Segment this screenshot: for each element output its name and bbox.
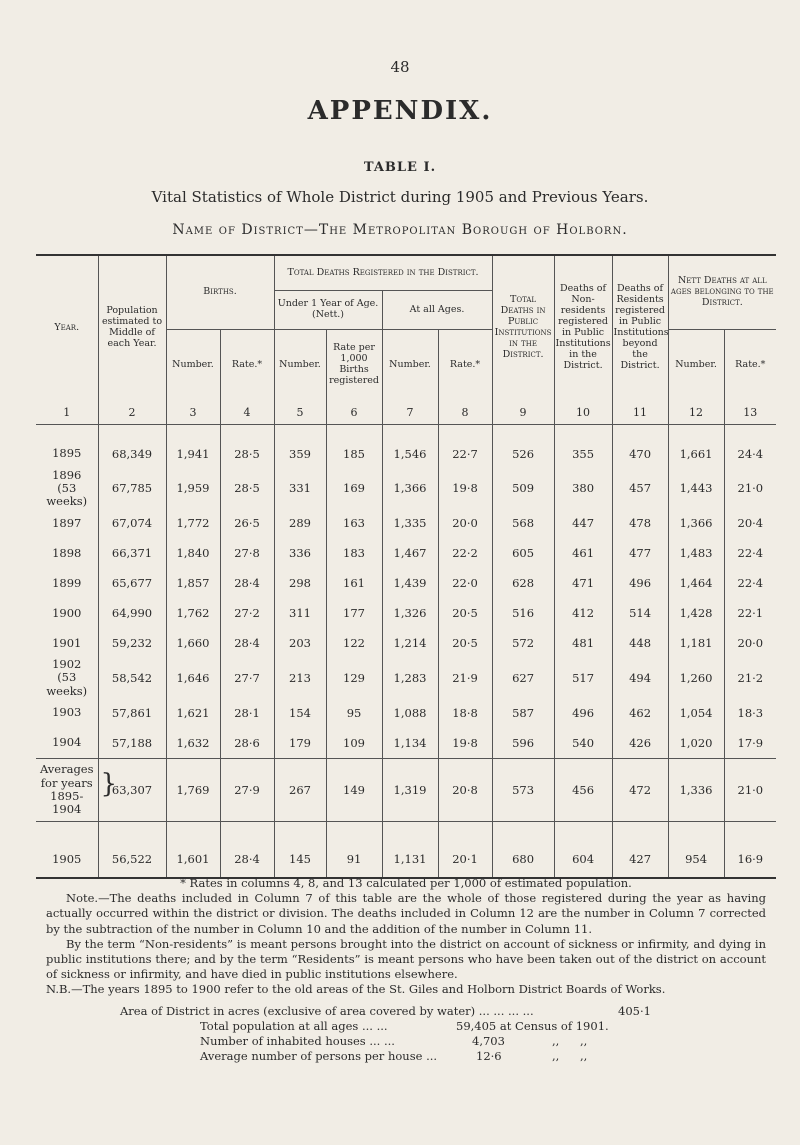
cell: 145 (274, 841, 326, 878)
area-label: Area of District in acres (exclusive of area covered by water) ... ... ... ... (120, 1004, 534, 1018)
header-all-ages: At all Ages. (382, 291, 492, 330)
cell: 1,054 (668, 698, 724, 728)
cell: 67,074 (98, 508, 166, 538)
cell: 129 (326, 658, 382, 698)
column-number: 4 (220, 400, 274, 425)
column-number: 12 (668, 400, 724, 425)
column-number: 10 (554, 400, 612, 425)
cell: 1,762 (166, 598, 220, 628)
cell: 28·4 (220, 628, 274, 658)
note-paragraph: Note.—The deaths included in Column 7 of this table are the whole of those registered during the year as having actually occurred within the district or division. The deaths included in Column 12 are the number in Column 7 corrected by the subtraction of the number in Column 10 and the addition of the number in Column 11. (46, 891, 766, 936)
cell: 427 (612, 841, 668, 878)
cell: 596 (492, 728, 554, 759)
cell: 298 (274, 568, 326, 598)
header-nett-rate: Rate.* (735, 358, 766, 370)
cell: 22·1 (737, 606, 764, 621)
cell: 267 (274, 758, 326, 821)
cell: 163 (326, 508, 382, 538)
cell: 20·1 (438, 841, 492, 878)
cell: 470 (612, 439, 668, 469)
cell: 18·8 (438, 698, 492, 728)
ditto-mark: ,, (580, 1034, 588, 1048)
column-number: 11 (612, 400, 668, 425)
cell: 516 (492, 598, 554, 628)
cell: 57,861 (98, 698, 166, 728)
cell: 56,522 (98, 841, 166, 878)
cell-year (36, 508, 98, 538)
year-value: 1904 (52, 735, 82, 750)
table-row (36, 698, 776, 728)
cell: 448 (612, 628, 668, 658)
header-all-ages-rate: Rate.* (438, 330, 492, 401)
column-number: 3 (166, 400, 220, 425)
cell: 1,443 (668, 469, 724, 509)
page-number: 48 (390, 58, 410, 76)
cell: 22·0 (438, 568, 492, 598)
year-note: (53 weeks) (46, 480, 88, 508)
cell: 21·0 (737, 481, 764, 496)
cell: 1,769 (166, 758, 220, 821)
district-name: Name of District—The Metropolitan Borough of Holborn. (172, 222, 628, 238)
cell: 472 (612, 758, 668, 821)
column-number-row (36, 400, 776, 425)
cell: 17·9 (737, 735, 764, 750)
column-number: 13 (724, 400, 776, 425)
year-value: 1898 (52, 545, 82, 560)
cell: 22·7 (438, 439, 492, 469)
cell: 477 (612, 538, 668, 568)
cell: 67,785 (98, 469, 166, 509)
cell: 1,366 (668, 508, 724, 538)
cell: 28·4 (220, 568, 274, 598)
cell: 177 (326, 598, 382, 628)
column-number: 5 (274, 400, 326, 425)
cell: 572 (492, 628, 554, 658)
column-number: 9 (492, 400, 554, 425)
header-year: Year. (36, 255, 98, 400)
table-row (36, 568, 776, 598)
cell: 28·4 (220, 841, 274, 878)
cell-year (36, 728, 98, 759)
cell: 412 (554, 598, 612, 628)
cell: 456 (554, 758, 612, 821)
area-value: 405·1 (618, 1004, 651, 1018)
population-line (46, 1019, 766, 1034)
cell: 1,335 (382, 508, 438, 538)
cell: 28·5 (220, 469, 274, 509)
year-value: 1903 (52, 705, 82, 720)
year-value: 1895 (52, 445, 82, 460)
brace-icon: } (100, 768, 118, 799)
year-note: (53 weeks) (46, 670, 88, 698)
table-row (36, 538, 776, 568)
cell: 628 (492, 568, 554, 598)
header-all-ages-number: Number. (382, 330, 438, 401)
cell: 20·0 (737, 636, 764, 651)
year-value: 1902 (52, 657, 82, 672)
table-row (36, 728, 776, 759)
cell: 213 (274, 658, 326, 698)
header-total-deaths: Total Deaths Registered in the District. (274, 255, 492, 291)
area-summary (46, 1004, 766, 1064)
year-value: 1896 (52, 467, 82, 482)
cell-year (36, 538, 98, 568)
cell: 1,366 (382, 469, 438, 509)
cell: 19·8 (438, 469, 492, 509)
cell: 179 (274, 728, 326, 759)
table-subtitle: Vital Statistics of Whole District during 1905 and Previous Years. (151, 188, 649, 206)
cell: 359 (274, 439, 326, 469)
cell: 65,677 (98, 568, 166, 598)
cell: 20·5 (438, 598, 492, 628)
cell: 1,646 (166, 658, 220, 698)
persons-value: 12·6 (476, 1049, 502, 1063)
cell: 540 (554, 728, 612, 759)
cell: 311 (274, 598, 326, 628)
table-label: TABLE I. (363, 160, 437, 175)
cell: 95 (326, 698, 382, 728)
cell: 20·4 (737, 516, 764, 531)
cell-year (36, 698, 98, 728)
cell: 380 (554, 469, 612, 509)
cell: 514 (612, 598, 668, 628)
cell: 91 (326, 841, 382, 878)
year-value: 1897 (52, 515, 82, 530)
header-nett-deaths: Nett Deaths at all ages belonging to the District. (668, 255, 776, 330)
cell: 1,181 (668, 628, 724, 658)
cell: 109 (326, 728, 382, 759)
row-1905 (36, 841, 776, 878)
year-value: 1900 (52, 605, 82, 620)
cell: 154 (274, 698, 326, 728)
cell: 1,439 (382, 568, 438, 598)
cell: 461 (554, 538, 612, 568)
cell: 1,336 (668, 758, 724, 821)
cell: 1,214 (382, 628, 438, 658)
column-number: 2 (98, 400, 166, 425)
terms-paragraph: By the term “Non-residents” is meant persons brought into the district on account of sickness or infirmity, and dying in public institutions there; and by the term “Residents” is meant persons who have been taken out of the district on account of sickness or infirmity, and have died in public institutions elsewhere. (46, 936, 766, 982)
table-row (36, 658, 776, 698)
column-number: 1 (36, 400, 98, 425)
cell-year (36, 628, 98, 658)
cell: 19·8 (438, 728, 492, 759)
cell: 447 (554, 508, 612, 538)
column-number: 7 (382, 400, 438, 425)
averages-label (36, 758, 98, 821)
year-value: 1899 (52, 575, 82, 590)
houses-label: Number of inhabited houses ... ... (200, 1034, 395, 1048)
cell-year (36, 598, 98, 628)
cell: 1,319 (382, 758, 438, 821)
cell: 1,283 (382, 658, 438, 698)
cell: 169 (326, 469, 382, 509)
averages-row (36, 758, 776, 821)
cell: 149 (326, 758, 382, 821)
cell: 1,840 (166, 538, 220, 568)
cell: 122 (326, 628, 382, 658)
cell: 1,467 (382, 538, 438, 568)
cell: 20·0 (438, 508, 492, 538)
cell: 26·5 (220, 508, 274, 538)
table-row (36, 598, 776, 628)
cell: 1,857 (166, 568, 220, 598)
cell: 1,632 (166, 728, 220, 759)
cell: 16·9 (737, 852, 764, 867)
cell: 1,020 (668, 728, 724, 759)
cell: 627 (492, 658, 554, 698)
cell: 57,188 (98, 728, 166, 759)
cell: 1,959 (166, 469, 220, 509)
cell: 21·2 (737, 670, 764, 685)
year-value: 1901 (52, 635, 82, 650)
cell: 22·4 (737, 576, 764, 591)
cell: 680 (492, 841, 554, 878)
table-row (36, 469, 776, 509)
header-residents-beyond: Deaths of Residents registered in Public Institutions beyond the District. (612, 255, 668, 400)
population-value: 59,405 at Census of 1901. (456, 1019, 609, 1033)
cell: 28·1 (220, 698, 274, 728)
cell: 161 (326, 568, 382, 598)
cell: 457 (612, 469, 668, 509)
header-under-one-number: Number. (274, 330, 326, 401)
cell: 509 (492, 469, 554, 509)
cell: 185 (326, 439, 382, 469)
header-public-institutions: Total Deaths in Public Institutions in the District. (492, 255, 554, 400)
appendix-title: APPENDIX. (307, 96, 493, 126)
houses-value: 4,703 (472, 1034, 505, 1048)
cell: 64,990 (98, 598, 166, 628)
cell: 954 (668, 841, 724, 878)
averages-population-value: 63,307 (111, 782, 153, 797)
cell-year (36, 568, 98, 598)
cell: 478 (612, 508, 668, 538)
cell: 66,371 (98, 538, 166, 568)
cell: 28·6 (220, 728, 274, 759)
cell: 27·2 (220, 598, 274, 628)
cell: 481 (554, 628, 612, 658)
cell: 1,134 (382, 728, 438, 759)
cell: 203 (274, 628, 326, 658)
cell: 1,088 (382, 698, 438, 728)
cell: 22·2 (438, 538, 492, 568)
cell: 1,464 (668, 568, 724, 598)
cell: 58,542 (98, 658, 166, 698)
cell: 605 (492, 538, 554, 568)
cell: 494 (612, 658, 668, 698)
cell: 20·8 (438, 758, 492, 821)
cell: 526 (492, 439, 554, 469)
rates-footnote: * Rates in columns 4, 8, and 13 calculated per 1,000 of estimated population. (180, 876, 632, 890)
header-under-one: Under 1 Year of Age. (Nett.) (274, 291, 382, 330)
header-births: Births. (166, 255, 274, 330)
cell: 336 (274, 538, 326, 568)
persons-label: Average number of persons per house ... (200, 1049, 438, 1063)
nb-paragraph: N.B.—The years 1895 to 1900 refer to the old areas of the St. Giles and Holborn District Boards of Works. (46, 982, 666, 997)
header-births-number: Number. (166, 330, 220, 401)
cell: 28·5 (220, 439, 274, 469)
cell: 20·5 (438, 628, 492, 658)
ditto-mark: ,, (580, 1049, 588, 1063)
cell: 18·3 (737, 705, 764, 720)
cell: 587 (492, 698, 554, 728)
cell: 1,131 (382, 841, 438, 878)
cell: 1,428 (668, 598, 724, 628)
cell: 573 (492, 758, 554, 821)
footnotes (46, 876, 766, 997)
table-row (36, 508, 776, 538)
ditto-mark: ,, (552, 1034, 560, 1048)
averages-population (98, 758, 166, 821)
cell: 426 (612, 728, 668, 759)
cell: 1,546 (382, 439, 438, 469)
column-number: 8 (438, 400, 492, 425)
averages-label-line: for years (40, 775, 93, 790)
cell: 355 (554, 439, 612, 469)
cell: 27·7 (220, 658, 274, 698)
cell: 27·8 (220, 538, 274, 568)
cell: 568 (492, 508, 554, 538)
header-under-one-rate: Rate per 1,000 Births registered (326, 330, 382, 401)
cell: 24·4 (737, 446, 764, 461)
cell: 471 (554, 568, 612, 598)
area-line (46, 1004, 766, 1019)
cell: 22·4 (737, 546, 764, 561)
cell-year (36, 439, 98, 469)
ditto-mark: ,, (552, 1049, 560, 1063)
population-label: Total population at all ages ... ... (200, 1019, 388, 1033)
table-row (36, 439, 776, 469)
cell: 59,232 (98, 628, 166, 658)
cell: 21·9 (438, 658, 492, 698)
cell: 1,326 (382, 598, 438, 628)
cell: 1,483 (668, 538, 724, 568)
header-population: Population estimated to Middle of each Year. (98, 255, 166, 400)
table-row (36, 628, 776, 658)
cell: 1,661 (668, 439, 724, 469)
cell: 1,621 (166, 698, 220, 728)
cell-year (36, 469, 98, 509)
cell: 517 (554, 658, 612, 698)
cell: 183 (326, 538, 382, 568)
averages-label-line: Averages (39, 762, 94, 777)
persons-line (46, 1049, 766, 1064)
cell: 21·0 (724, 758, 776, 821)
header-nett-number: Number. (668, 330, 724, 401)
cell: 1,601 (166, 841, 220, 878)
houses-line (46, 1034, 766, 1049)
averages-label-line: 1895-1904 (50, 788, 84, 817)
header-births-rate: Rate.* (220, 330, 274, 401)
cell: 289 (274, 508, 326, 538)
cell: 496 (612, 568, 668, 598)
cell: 1,941 (166, 439, 220, 469)
cell: 462 (612, 698, 668, 728)
cell: 1,772 (166, 508, 220, 538)
cell: 68,349 (98, 439, 166, 469)
cell-year (36, 658, 98, 698)
cell: 496 (554, 698, 612, 728)
cell: 27·9 (220, 758, 274, 821)
vital-statistics-table (36, 254, 776, 879)
cell-year: 1905 (36, 841, 98, 878)
cell: 1,260 (668, 658, 724, 698)
column-number: 6 (326, 400, 382, 425)
cell: 604 (554, 841, 612, 878)
cell: 331 (274, 469, 326, 509)
header-non-residents: Deaths of Non-residents registered in Public Institutions in the District. (554, 255, 612, 400)
cell: 1,660 (166, 628, 220, 658)
